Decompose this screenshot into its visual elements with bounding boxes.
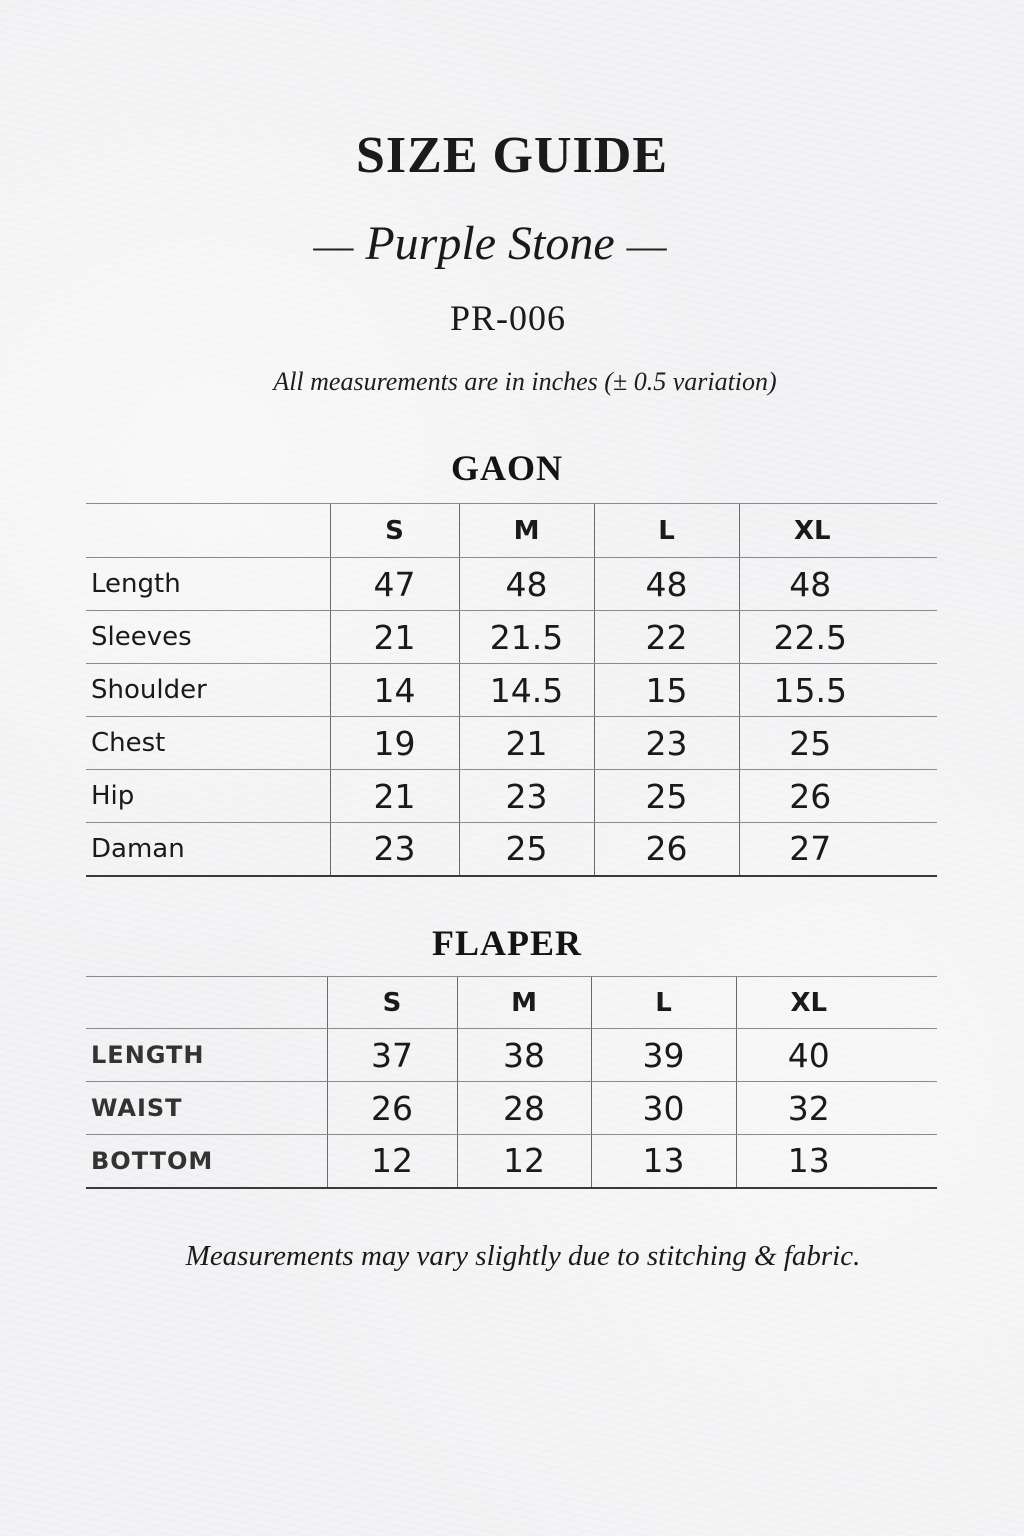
table-cell: 15.5 [739,664,937,717]
table-cell: 21.5 [459,611,594,664]
table-row [86,717,937,770]
product-name-line [0,216,980,271]
table-cell: 26 [594,823,739,876]
table-cell: 26 [327,1082,457,1135]
row-label: WAIST [86,1082,327,1135]
table-cell: 15 [594,664,739,717]
column-header: XL [736,977,937,1029]
row-label: Daman [86,823,330,876]
table-cell: 12 [457,1135,591,1188]
table-cell: 14.5 [459,664,594,717]
table-cell: 23 [459,770,594,823]
column-header: M [457,977,591,1029]
table-cell: 32 [736,1082,937,1135]
gaon-section-title: GAON [451,448,563,488]
column-header: M [459,504,594,558]
table-cell: 22.5 [739,611,937,664]
table-cell: 25 [739,717,937,770]
table-cell: 28 [457,1082,591,1135]
table-row [86,770,937,823]
row-label: BOTTOM [86,1135,327,1188]
table-cell: 13 [591,1135,736,1188]
corner-cell [86,977,327,1029]
column-header: S [330,504,459,558]
table-cell: 48 [594,558,739,611]
dash-left: — [313,223,354,268]
table-row [86,823,937,876]
row-label: Length [86,558,330,611]
table-cell: 14 [330,664,459,717]
table-cell: 13 [736,1135,937,1188]
table-row [86,611,937,664]
column-header: L [594,504,739,558]
column-header: S [327,977,457,1029]
table-cell: 48 [739,558,937,611]
gaon-size-table [86,503,937,877]
table-cell: 12 [327,1135,457,1188]
row-label: LENGTH [86,1029,327,1082]
table-cell: 47 [330,558,459,611]
row-label: Sleeves [86,611,330,664]
table-cell: 21 [459,717,594,770]
row-label: Shoulder [86,664,330,717]
product-code: PR-006 [449,298,567,338]
table-row [86,1082,937,1135]
table-row [86,558,937,611]
units-note: All measurements are in inches (± 0.5 variation) [273,367,777,396]
table-cell: 38 [457,1029,591,1082]
row-label: Chest [86,717,330,770]
column-header: L [591,977,736,1029]
footer-note: Measurements may vary slightly due to stitching & fabric. [185,1240,861,1272]
corner-cell [86,504,330,558]
table-cell: 21 [330,611,459,664]
table-cell: 22 [594,611,739,664]
table-cell: 23 [330,823,459,876]
page-title: SIZE GUIDE [356,127,668,184]
table-cell: 26 [739,770,937,823]
table-cell: 48 [459,558,594,611]
table-row [86,1029,937,1082]
flaper-section-title: FLAPER [432,923,582,963]
table-cell: 25 [594,770,739,823]
table-cell: 39 [591,1029,736,1082]
dash-right: — [626,223,667,268]
table-cell: 30 [591,1082,736,1135]
product-name: Purple Stone [365,217,615,270]
table-cell: 40 [736,1029,937,1082]
table-cell: 23 [594,717,739,770]
table-cell: 25 [459,823,594,876]
flaper-size-table [86,976,937,1189]
table-cell: 27 [739,823,937,876]
row-label: Hip [86,770,330,823]
table-cell: 37 [327,1029,457,1082]
table-header-row [86,504,937,558]
table-row [86,664,937,717]
column-header: XL [739,504,937,558]
table-cell: 19 [330,717,459,770]
table-row [86,1135,937,1188]
table-cell: 21 [330,770,459,823]
table-header-row [86,977,937,1029]
